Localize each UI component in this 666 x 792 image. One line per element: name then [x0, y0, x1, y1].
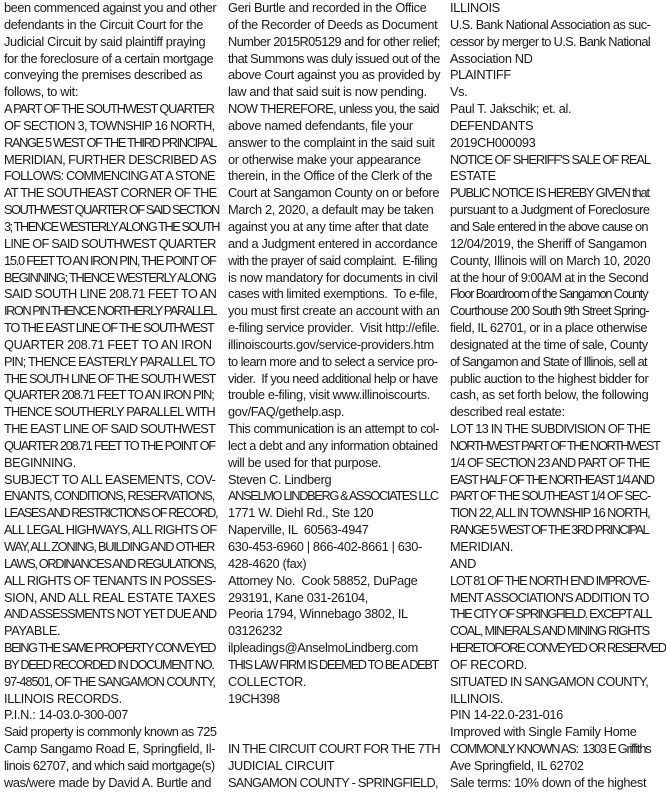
text-line: ALL RIGHTS OF TENANTS IN POSSES-	[4, 572, 216, 588]
text-line: BY DEED RECORDED IN DOCUMENT NO.	[4, 656, 214, 672]
text-line: trouble e-filing, visit www.illinoiscourts.	[228, 387, 430, 403]
text-line: vider. If you need additional help or have	[228, 370, 438, 386]
text-line: SOUTHWEST QUARTER OF SAID SECTION	[4, 202, 219, 218]
text-line: PUBLIC NOTICE IS HEREBY GIVEN that	[450, 185, 649, 201]
text-line: 03126232	[228, 623, 283, 639]
text-line: SION, AND ALL REAL ESTATE TAXES	[4, 589, 216, 605]
text-line: MERIDIAN, FURTHER DESCRIBED AS	[4, 151, 217, 167]
text-line: gov/FAQ/gethelp.asp.	[228, 404, 345, 420]
text-line: SITUATED IN SANGAMON COUNTY,	[450, 673, 649, 689]
text-line: ILLINOIS RECORDS.	[4, 690, 122, 706]
text-line: lect a debt and any information obtained	[228, 437, 438, 453]
text-line: Judicial Circuit by said plaintiff praying	[4, 33, 206, 49]
text-line: Naperville, IL 60563-4947	[228, 522, 369, 538]
text-line: COLLECTOR.	[228, 673, 307, 689]
text-line: LINE OF SAID SOUTHWEST QUARTER	[4, 235, 216, 251]
text-line: LOT 13 IN THE SUBDIVISION OF THE	[450, 421, 651, 437]
text-line: Ave Springfield, IL 62702	[450, 757, 584, 773]
text-line: QUARTER 208.71 FEET TO AN IRON	[4, 336, 212, 352]
text-line: will be used for that purpose.	[228, 454, 382, 470]
text-line: pursuant to a Judgment of Foreclosure	[450, 202, 650, 218]
text-line: cases with limited exemptions. To e-file,	[228, 286, 438, 302]
text-line: THIS LAW FIRM IS DEEMED TO BE A DEBT	[228, 656, 438, 672]
text-line: OF RECORD.	[450, 656, 527, 672]
text-line: COMMONLY KNOWN AS: 1303 E Griffiths	[450, 741, 651, 757]
text-line: and a Judgment entered in accordance	[228, 235, 438, 251]
text-line: therein, in the Office of the Clerk of the	[228, 168, 433, 184]
text-line: QUARTER 208.71 FEET TO AN IRON PIN;	[4, 387, 214, 403]
text-line: A PART OF THE SOUTHWEST QUARTER	[4, 101, 214, 117]
text-line: follows, to wit:	[4, 84, 79, 100]
text-line: 97-48501, OF THE SANGAMON COUNTY,	[4, 673, 215, 689]
text-line: ILLINOIS	[450, 0, 500, 15]
text-line: 293191, Kane 031-26104,	[228, 589, 368, 605]
text-line: HERETOFORE CONVEYED OR RESERVED	[450, 640, 666, 656]
text-line: answer to the complaint in the said suit	[228, 134, 435, 150]
text-line: Said property is commonly known as 725	[4, 724, 217, 740]
text-line: was/were made by David A. Burtle and	[4, 774, 212, 790]
text-line: SAID SOUTH LINE 208.71 FEET TO AN	[4, 286, 217, 302]
text-line: U.S. Bank National Association as suc-	[450, 16, 651, 32]
column-3	[450, 0, 666, 790]
text-line: TO THE EAST LINE OF THE SOUTHWEST	[4, 320, 214, 336]
text-line: JUDICIAL CIRCUIT	[228, 757, 335, 773]
text-line: of Sangamon and State of Illinois, sell at	[450, 353, 647, 369]
text-line: of the Recorder of Deeds as Document	[228, 16, 438, 32]
text-line: AT THE SOUTHEAST CORNER OF THE	[4, 185, 217, 201]
text-line: ESTATE	[450, 168, 496, 184]
text-line: MERIDIAN.	[450, 539, 513, 554]
text-line: linois 62707, and which said mortgage(s)	[4, 757, 215, 773]
text-line: 3; THENCE WESTERLY ALONG THE SOUTH	[4, 218, 219, 234]
text-line: with the prayer of said complaint. E-filing	[228, 252, 438, 268]
text-line: public auction to the highest bidder for	[450, 370, 649, 386]
text-line: against you at any time after that date	[228, 218, 429, 234]
text-line: P.I.N.: 14-03.0-300-007	[4, 707, 129, 723]
text-line: QUARTER 208.71 FEET TO THE POINT OF	[4, 437, 215, 453]
text-line: Court at Sangamon County on or before	[228, 185, 439, 201]
text-line: PIN 14-22.0-231-016	[450, 707, 563, 723]
text-line: RANGE 5 WEST OF THE 3RD PRINCIPAL	[450, 522, 649, 538]
text-line: IRON PIN THENCE NORTHERLY PARALLEL	[4, 303, 216, 319]
text-line: and Sale entered in the above cause on	[450, 218, 648, 234]
text-line: THE EAST LINE OF SAID SOUTHWEST	[4, 421, 216, 437]
text-line: Courthouse 200 South 9th Street Spring-	[450, 303, 649, 319]
text-line	[228, 707, 440, 724]
text-line: NOW THEREFORE, unless you, the said	[228, 101, 439, 117]
text-line: LEASES AND RESTRICTIONS OF RECORD,	[4, 505, 218, 521]
text-line	[228, 724, 440, 741]
text-line: Attorney No. Cook 58852, DuPage	[228, 572, 418, 588]
text-line: described real estate:	[450, 404, 565, 420]
text-line: March 2, 2020, a default may be taken	[228, 202, 434, 218]
text-line: been commenced against you and other	[4, 0, 217, 15]
text-line: to learn more and to select a service pro-	[228, 353, 438, 369]
text-line: you must first create an account with an	[228, 303, 440, 319]
text-line: 2019CH000093	[450, 134, 536, 150]
text-line: EAST HALF OF THE NORTHEAST 1/4 AND	[450, 471, 654, 487]
text-line: ANSELMO LINDBERG & ASSOCIATES LLC	[228, 488, 438, 504]
text-line: Geri Burtle and recorded in the Office	[228, 0, 427, 15]
text-line: PAYABLE.	[4, 623, 61, 639]
text-line: Camp Sangamo Road E, Springfield, Il-	[4, 741, 216, 757]
text-line: BEING THE SAME PROPERTY CONVEYED	[4, 640, 216, 656]
text-line: LOT 81 OF THE NORTH END IMPROVE-	[450, 572, 649, 588]
text-line: Number 2015R05129 and for other relief;	[228, 33, 440, 49]
text-line: 428-4620 (fax)	[228, 555, 307, 571]
text-line: designated at the time of sale, County	[450, 336, 648, 352]
text-line: This communication is an attempt to col-	[228, 421, 440, 437]
text-line: Floor Boardroom of the Sangamon County	[450, 286, 648, 302]
text-line: PLAINTIFF	[450, 67, 511, 83]
text-line: above named defendants, file your	[228, 117, 413, 133]
text-line: e-filing service provider. Visit http://efile.	[228, 320, 440, 336]
text-line: Paul T. Jakschik; et. al.	[450, 101, 572, 117]
text-line: FOLLOWS: COMMENCING AT A STONE	[4, 168, 215, 184]
text-line: Improved with Single Family Home	[450, 724, 637, 740]
text-line: 1771 W. Diehl Rd., Ste 120	[228, 505, 374, 521]
text-line: for the foreclosure of a certain mortgage	[4, 50, 214, 66]
text-line: that Summons was duly issued out of the	[228, 50, 440, 66]
text-line: NORTHWEST PART OF THE NORTHWEST	[450, 437, 660, 453]
text-line: LAWS, ORDINANCES AND REGULATIONS,	[4, 555, 216, 571]
text-line: 15.0 FEET TO AN IRON PIN, THE POINT OF	[4, 252, 216, 268]
text-line: BEGINNING.	[4, 454, 76, 470]
text-line: NOTICE OF SHERIFF'S SALE OF REAL	[450, 151, 650, 167]
text-line: law and that said suit is now pending.	[228, 84, 427, 100]
text-line: AND ASSESSMENTS NOT YET DUE AND	[4, 606, 217, 622]
text-line: COAL, MINERALS AND MINING RIGHTS	[450, 623, 649, 639]
text-line: OF SECTION 3, TOWNSHIP 16 NORTH,	[4, 117, 215, 133]
text-line: TION 22, ALL IN TOWNSHIP 16 NORTH,	[450, 505, 650, 521]
text-line: PART OF THE SOUTHEAST 1/4 OF SEC-	[450, 488, 651, 504]
text-line: at the hour of 9:00AM at in the Second	[450, 269, 649, 285]
text-line: above Court against you as provided by	[228, 67, 441, 83]
text-line: ENANTS, CONDITIONS, RESERVATIONS,	[4, 488, 215, 504]
text-line: SANGAMON COUNTY - SPRINGFIELD,	[228, 774, 438, 790]
text-line: is now mandatory for documents in civil	[228, 269, 438, 285]
text-line: Peoria 1794, Winnebago 3802, IL	[228, 606, 408, 622]
text-line: Steven C. Lindberg	[228, 471, 332, 487]
text-line: defendants in the Circuit Court for the	[4, 16, 204, 32]
text-line: 19CH398	[228, 690, 280, 706]
text-line: IN THE CIRCUIT COURT FOR THE 7TH	[228, 741, 440, 757]
text-line: THE CITY OF SPRINGFIELD. EXCEPT ALL	[450, 606, 652, 622]
text-line: Vs.	[450, 84, 468, 100]
text-line: 12/04/2019, the Sheriff of Sangamon	[450, 235, 647, 251]
text-line: field, IL 62701, or in a place otherwise	[450, 320, 648, 336]
text-line: SUBJECT TO ALL EASEMENTS, COV-	[4, 471, 216, 487]
text-line: WAY, ALL ZONING, BUILDING AND OTHER	[4, 539, 215, 554]
text-line: AND	[450, 555, 476, 571]
text-line: THENCE SOUTHERLY PARALLEL WITH	[4, 404, 215, 420]
text-line: ALL LEGAL HIGHWAYS, ALL RIGHTS OF	[4, 522, 217, 538]
text-line: DEFENDANTS	[450, 117, 534, 133]
text-line: BEGINNING; THENCE WESTERLY ALONG	[4, 269, 216, 285]
text-line: 630-453-6960 | 866-402-8661 | 630-	[228, 539, 422, 554]
column-2	[228, 0, 441, 790]
text-line: Sale terms: 10% down of the highest	[450, 774, 647, 790]
text-line: ILLINOIS.	[450, 690, 504, 706]
text-line: THE SOUTH LINE OF THE SOUTH WEST	[4, 370, 216, 386]
text-line: Association ND	[450, 50, 533, 66]
text-line: County, Illinois will on March 10, 2020	[450, 252, 651, 268]
text-line: MENT ASSOCIATION'S ADDITION TO	[450, 589, 649, 605]
column-1	[4, 0, 219, 790]
text-line: conveying the premises described as	[4, 67, 203, 83]
text-line: cessor by merger to U.S. Bank National	[450, 33, 651, 49]
text-line: PIN; THENCE EASTERLY PARALLEL TO	[4, 353, 215, 369]
text-line: 1/4 OF SECTION 23 AND PART OF THE	[450, 454, 650, 470]
text-line: cash, as set forth below, the following	[450, 387, 649, 403]
text-line: or otherwise make your appearance	[228, 151, 421, 167]
text-line: ilpleadings@AnselmoLindberg.com	[228, 640, 418, 656]
text-line: illinoiscourts.gov/service-providers.htm	[228, 336, 434, 352]
text-line: RANGE 5 WEST OF THE THIRD PRINCIPAL	[4, 134, 217, 150]
